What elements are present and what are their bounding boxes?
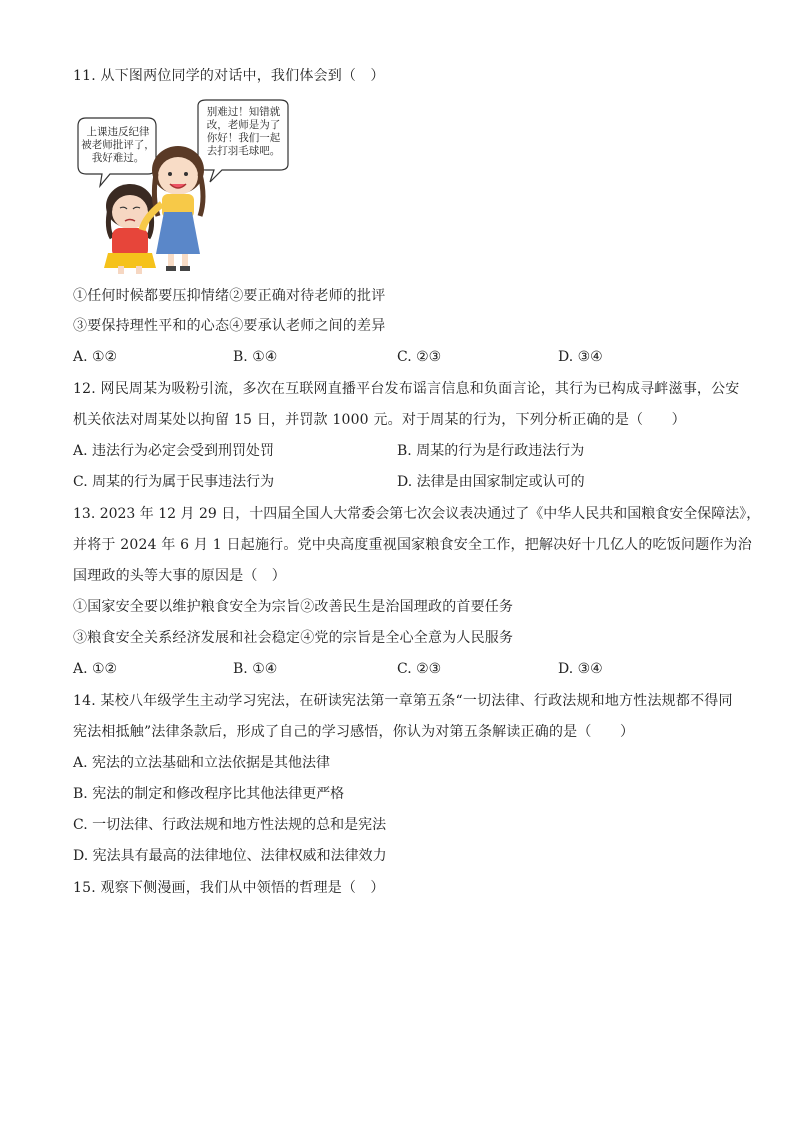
q13-stem-line: 13. 2023 年 12 月 29 日，十四届全国人大常委会第七次会议表决通过了《中华人民共和国粮食安全保障法》， xyxy=(73,506,761,522)
q11-statement: ③要保持理性平和的心态④要承认老师之间的差异 xyxy=(73,318,386,334)
bubble-right-line: 你好！我们一起 xyxy=(206,132,281,144)
bubble-right-line: 去打羽毛球吧。 xyxy=(206,145,281,157)
left-speech-bubble xyxy=(80,126,156,165)
q15-stem: 15. 观察下侧漫画，我们从中领悟的哲理是（ ） xyxy=(73,880,385,896)
sad-girl-figure xyxy=(104,184,156,274)
q11-option-a: A. ①② xyxy=(73,349,118,365)
q13-option-d: D. ③④ xyxy=(558,661,603,677)
q12-option-c: C. 周某的行为属于民事违法行为 xyxy=(73,474,275,490)
q12-option-b: B. 周某的行为是行政违法行为 xyxy=(397,443,585,459)
q12-option-d: D. 法律是由国家制定或认可的 xyxy=(397,474,585,490)
q11-statement: ①任何时候都要压抑情绪②要正确对待老师的批评 xyxy=(73,288,386,304)
q11-option-b: B. ①④ xyxy=(233,349,278,365)
q13-stem-line: 并将于 2024 年 6 月 1 日起施行。党中央高度重视国家粮食安全工作，把解决好十几亿人的吃饭问题作为治 xyxy=(73,537,752,553)
q11-stem: 11. 从下图两位同学的对话中，我们体会到（ ） xyxy=(73,68,385,84)
q13-statement: ①国家安全要以维护粮食安全为宗旨②改善民生是治国理政的首要任务 xyxy=(73,599,514,615)
q14-stem-line: 宪法相抵触”法律条款后，形成了自己的学习感悟，你认为对第五条解读正确的是（ ） xyxy=(73,724,635,740)
q13-stem-line: 国理政的头等大事的原因是（ ） xyxy=(73,568,286,584)
bubble-left-line: 我好难过。 xyxy=(91,152,145,164)
right-speech-bubble xyxy=(199,106,288,158)
q13-option-b: B. ①④ xyxy=(233,661,278,677)
q12-stem-line: 12. 网民周某为吸粉引流，多次在互联网直播平台发布谣言信息和负面言论，其行为已构成寻衅滋事，公安 xyxy=(73,381,740,397)
q12-stem-line: 机关依法对周某处以拘留 15 日，并罚款 1000 元。对于周某的行为，下列分析正确的是（ ） xyxy=(73,412,686,428)
q13-statement: ③粮食安全关系经济发展和社会稳定④党的宗旨是全心全意为人民服务 xyxy=(73,630,514,646)
q14-option-d: D. 宪法具有最高的法律地位、法律权威和法律效力 xyxy=(73,848,387,864)
q11-option-c: C. ②③ xyxy=(397,349,442,365)
q14-option-b: B. 宪法的制定和修改程序比其他法律更严格 xyxy=(73,786,345,802)
bubble-left-line: 被老师批评了， xyxy=(81,139,155,151)
bubble-right-line: 改，老师是为了 xyxy=(206,119,281,131)
q13-option-a: A. ①② xyxy=(73,661,118,677)
q12-option-a: A. 违法行为必定会受到刑罚处罚 xyxy=(73,443,275,459)
q14-option-a: A. 宪法的立法基础和立法依据是其他法律 xyxy=(73,755,331,771)
bubble-left-line: 上课违反纪律 xyxy=(86,126,150,138)
q14-stem-line: 14. 某校八年级学生主动学习宪法，在研读宪法第一章第五条“一切法律、行政法规和地方性法规都不得同 xyxy=(73,693,733,709)
q11-option-d: D. ③④ xyxy=(558,349,603,365)
q13-option-c: C. ②③ xyxy=(397,661,442,677)
bubble-right-line: 别难过！知错就 xyxy=(206,106,281,118)
q11-cartoon xyxy=(70,98,295,274)
q14-option-c: C. 一切法律、行政法规和地方性法规的总和是宪法 xyxy=(73,817,387,833)
